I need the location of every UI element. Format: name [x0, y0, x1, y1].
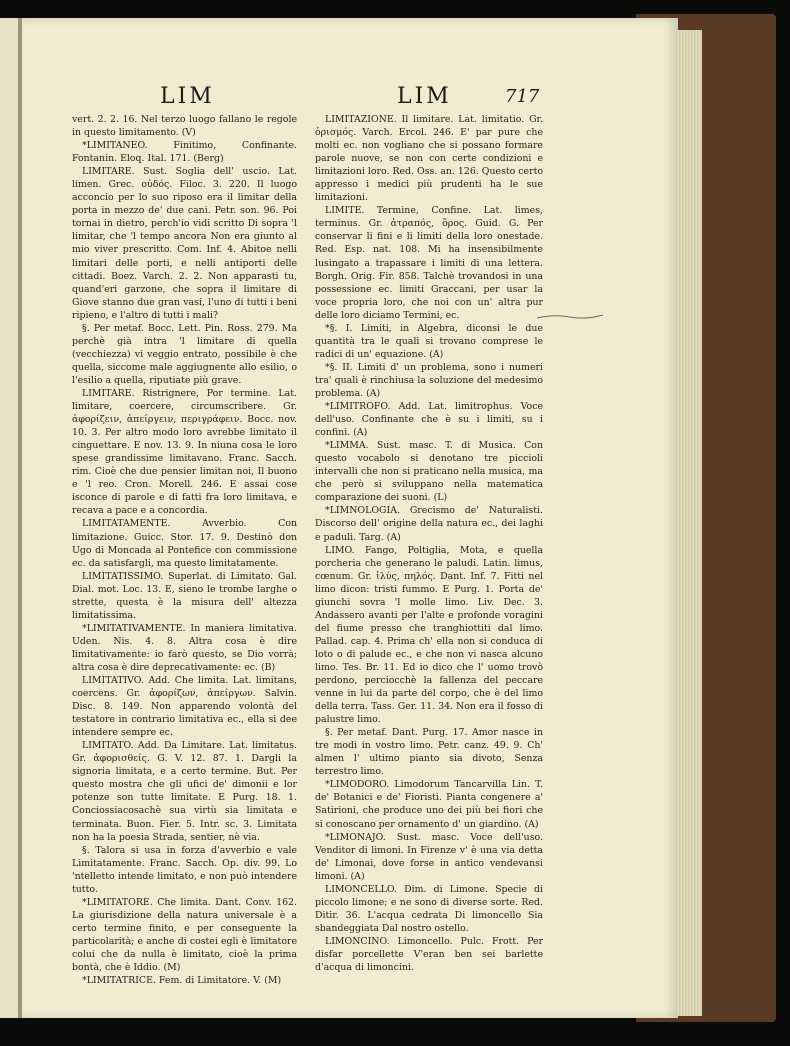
entry-paragraph: *LIMITATIVAMENTE. In maniera limitativa. Uden. Nis. 4. 8. Altra cosa è dire limitativamente: io farò questo, se Dio vorrà; altra cosa è dire deprecativamente: ec. (B)	[72, 622, 297, 673]
entry-paragraph: *LIMITANEO. Finitimo, Confinante. Fontanin. Eloq. Ital. 171. (Berg)	[72, 140, 297, 165]
left-column	[72, 113, 297, 987]
entry-paragraph: *§. I. Limiti, in Algebra, diconsi le due quantità tra le quali si trovano comprese le radici di un' equazione. (A)	[315, 322, 543, 360]
entry-paragraph: *LIMONAJO. Sust. masc. Voce dell'uso. Venditor di limoni. In Firenze v' è una via detta de' Limonai, dove forse in antico vendevansi limoni. (A)	[315, 831, 543, 882]
running-header-left: LIM	[160, 84, 215, 109]
entry-paragraph: LIMITAZIONE. Il limitare. Lat. limitatio. Gr. ὁρισμός. Varch. Ercol. 246. E' par pure che molti ec. non vogliano che si possano formare parole nuove, se non con certe condizioni e limitazioni loro. Red. Oss. an. 126. Questo certo appresso i medici più prudenti ha le sue limitazioni.	[315, 114, 543, 204]
entry-paragraph: §. Talora si usa in forza d'avverbio e vale Limitatamente. Franc. Sacch. Op. div. 99. Lo 'ntelletto intende limitato, e non può intendere tutto.	[72, 844, 297, 895]
entry-paragraph: §. Per metaf. Bocc. Lett. Pin. Ross. 279. Ma perchè già intra 'l limitare di quella (vecchiezza) vi veggio entrato, possibile è che quella, siccome male aggiugnente allo esilio, o l'esilio a quella, riputiate più grave.	[72, 322, 297, 386]
entry-paragraph: LIMO. Fango, Poltiglia, Mota, e quella porcheria che generano le paludi. Latin. limus, cœnum. Gr. ἰλύς, πηλός. Dant. Inf. 7. Fitti nel limo dicon: tristi fummo. E Purg. 1. Porta de' giunchi sovra 'l molle limo. Liv. Dec. 3. Andassero avanti per l'alte e profonde voragini del fiume presso che tranghiottiti dal limo. Pallad. cap. 4. Prima ch' ella non si conduca di loto o di palude ec., e che non vi nasca alcuno limo. Tes. Br. 11. Ed io dico che l' uomo trovò perdono, perciocchè la fallenza del peccare venne in lui da parte del corpo, che è del limo della terra. Tass. Ger. 11. 34. Non era il fosso di palustre limo.	[315, 544, 543, 726]
entry-paragraph: §. Per metaf. Dant. Purg. 17. Amor nasce in tre modi in vostro limo. Petr. canz. 49. 9. Ch' almen l' ultimo pianto sia divoto, Senza terrestro limo.	[315, 727, 543, 778]
entry-paragraph: LIMONCELLO. Dim. di Limone. Specie di piccolo limone; e ne sono di diverse sorte. Red. Ditir. 36. L'acqua cedrata Di limoncello Sia sbandeggiata Dal nostro ostello.	[315, 883, 543, 934]
entry-paragraph: LIMITATISSIMO. Superlat. di Limitato. Gal. Dial. mot. Loc. 13. E, sieno le trombe larghe o strette, questa è la misura dell' altezza limitatissima.	[72, 570, 297, 621]
page-number: 717	[505, 86, 540, 107]
right-column	[315, 113, 543, 974]
entry-paragraph: *LIMODORO. Limodorum Tancarvilla Lin. T. de' Botanici e de' Fioristi. Pianta congenere a' Satirioni, che produce uno dei più bei fiori che si conoscano per ornamento d' un giardino. (A)	[315, 779, 543, 830]
pencil-mark	[535, 312, 605, 322]
entry-paragraph: LIMITARE. Sust. Soglia dell' uscio. Lat. limen. Grec. οὐδός. Filoc. 3. 220. Il luogo acconcio per lo suo riposo era il limitar della porta in mezzo de' due cani. Petr. son. 96. Poi tornai in dietro, perch'io vidi scritto Di sopra 'l limitar, che 'l tempo ancora Non era giunto al mio viver prescritto. Com. Inf. 4. Abitoe nelli limitari delle porti, e nelli antiporti delle cittadi. Boez. Varch. 2. 2. Non apparasti tu, quand'eri garzone, che sopra il limitare di Giove stanno due gran vasi, l'uno di tutti i beni ripieno, e l'altro di tutti i mali?	[72, 166, 297, 321]
entry-paragraph: *LIMITATRICE. Fem. di Limitatore. V. (M)	[82, 975, 282, 987]
entry-paragraph: LIMONCINO. Limoncello. Pulc. Frott. Per disfar porcellette V'eran ben sei barlette d'acqua di limoncini.	[315, 935, 543, 974]
entry-paragraph: LIMITATIVO. Add. Che limita. Lat. limitans, coercens. Gr. ἀφορίζων, ἀπείργων. Salvin. Disc. 8. 149. Non apparendo volontà del testatore in contrario limitativa ec., ella si dee intendere sempre ec.	[72, 675, 297, 739]
entry-paragraph: LIMITATAMENTE. Avverbio. Con limitazione. Guicc. Stor. 17. 9. Destinò don Ugo di Moncada al Pontefice con commissione ec. da satisfargli, ma questo limitatamente.	[72, 518, 297, 569]
running-header-right: LIM	[397, 84, 452, 109]
entry-paragraph: vert. 2. 2. 16. Nel terzo luogo fallano le regole in questo limitamento. (V)	[72, 114, 297, 139]
entry-paragraph: *LIMITROFO. Add. Lat. limitrophus. Voce dell'uso. Confinante che è su i limiti, su i confini. (A)	[315, 401, 543, 439]
entry-paragraph: *LIMMA. Sust. masc. T. di Musica. Con questo vocabolo si denotano tre piccioli intervalli che non si praticano nella musica, ma che però si sviluppano nella matematica comparazione dei suoni. (L)	[315, 440, 543, 504]
entry-paragraph: LIMITARE. Ristrignere, Por termine. Lat. limitare, coercere, circumscribere. Gr. ἀφορίζειν, ἀπείργειν, περιγράφειν. Bocc. nov. 10. 3. Per altro modo loro avrebbe limitato il cinguettare. E nov. 13. 9. In niuna cosa le loro spese grandissime limitavano. Franc. Sacch. rim. Cioè che due pensier limitan noi, Il buono e 'l reo. Cron. Morell. 246. E assai cose isconce di parole e di fatti fra loro limitava, e recava a pace e a concordia.	[72, 387, 297, 517]
entry-paragraph: *LIMNOLOGIA. Grecismo de' Naturalisti. Discorso dell' origine della natura ec., dei laghi e paduli. Targ. (A)	[315, 505, 543, 543]
entry-paragraph: *LIMITATORE. Che limita. Dant. Conv. 162. La giurisdizione della natura universale è a certo termine finito, e per conseguente la particolarità; e anche di costei egli è limitatore colui che da nulla è limitato, cioè la prima bontà, che è Iddio. (M)	[72, 896, 297, 974]
entry-paragraph: *§. II. Limiti d' un problema, sono i numeri tra' quali è rinchiusa la soluzione del medesimo problema. (A)	[315, 361, 543, 399]
entry-paragraph: LIMITE. Termine, Confine. Lat. limes, terminus. Gr. ἀτραπός, ὅρος. Guid. G. Per conservar li fini e li limiti della loro onestade. Red. Esp. nat. 108. Mi ha insensibilmente lusingato a trapassare i limiti di una lettera. Borgh. Orig. Fir. 858. Talchè trovandosi in una possessione ec. limiti Graccani, per usar la voce propria loro, che noi con un' altra pur delle loro diciamo Termini, ec.	[315, 205, 543, 321]
entry-paragraph: LIMITATO. Add. Da Limitare. Lat. limitatus. Gr. ἀφορισθείς. G. V. 12. 87. 1. Dargli la signoria limitata, e a certo termine. But. Per questo mostra che gli ufici de' dimonii e lor potenze son tutte limitate. E Purg. 18. 1. Conciossiacosachè sua virtù sia limitata e terminata. Buon. Fier. 5. Intr. sc. 3. Limitata non ha la poesia Strada, sentier, nè via.	[72, 740, 297, 843]
